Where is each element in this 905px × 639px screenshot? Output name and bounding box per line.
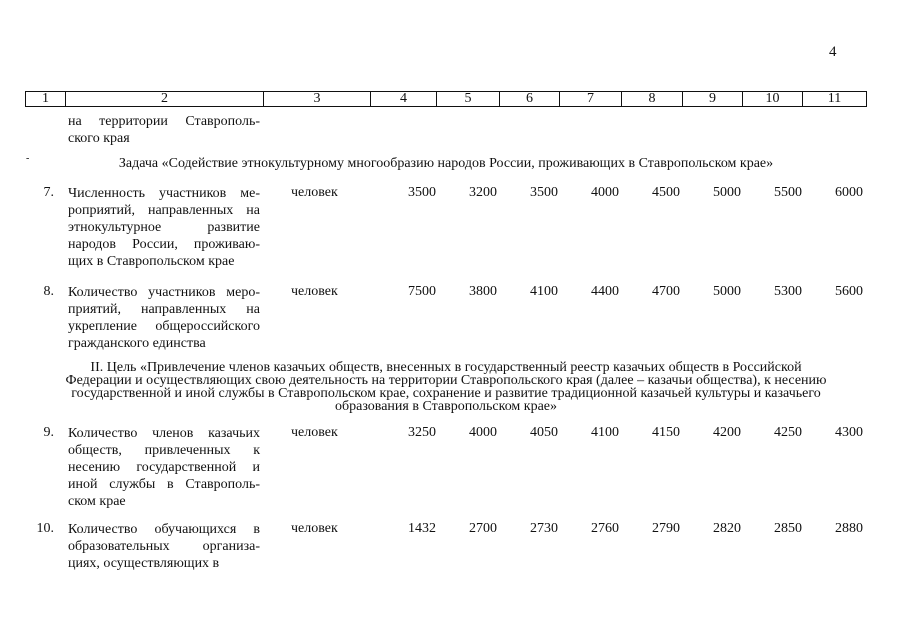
row-description: Количество участников меро-приятий, направленных на укрепление общероссийского гражданского единства: [68, 285, 260, 351]
row-description: Численность участников ме-роприятий, направленных на этнокультурное развитие народов России, проживаю-щих в Ставропольском крае: [68, 186, 260, 269]
row-number: 7.: [43, 185, 54, 200]
header-cell: 7: [560, 92, 622, 106]
row-unit: человек: [291, 284, 338, 299]
value-cell: 4200: [713, 425, 741, 440]
value-cell: 5600: [835, 284, 863, 299]
value-cell: 4500: [652, 185, 680, 200]
header-cell: 10: [743, 92, 803, 106]
value-cell: 2790: [652, 521, 680, 536]
value-cell: 1432: [408, 521, 436, 536]
value-cell: 3500: [530, 185, 558, 200]
margin-mark: -: [26, 153, 30, 164]
value-cell: 2760: [591, 521, 619, 536]
value-cell: 5000: [713, 284, 741, 299]
goal-heading-line: государственной и иной службы в Ставропольском крае, сохранение и развитие традиционной казачьей культуры и казачьего: [71, 386, 821, 401]
value-cell: 5300: [774, 284, 802, 299]
value-cell: 4300: [835, 425, 863, 440]
value-cell: 2730: [530, 521, 558, 536]
header-cell: 5: [437, 92, 500, 106]
goal-heading: [20, 361, 872, 413]
goal-heading-line: образования в Ставропольском крае»: [334, 399, 558, 414]
page-number: 4: [829, 44, 837, 60]
value-cell: 2880: [835, 521, 863, 536]
goal-heading-line: Федерации и осуществляющих свою деятельность на территории Ставропольского края (далее – казачьи общества), к несению: [65, 373, 827, 388]
row-description: Количество обучающихся в образовательных организа-циях, осуществляющих в: [68, 522, 260, 571]
value-cell: 2820: [713, 521, 741, 536]
task-heading: Задача «Содействие этнокультурному многообразию народов России, проживающих в Ставропольском крае»: [118, 156, 774, 171]
header-cell: 2: [66, 92, 264, 106]
value-cell: 3500: [408, 185, 436, 200]
value-cell: 3800: [469, 284, 497, 299]
row-number: 8.: [43, 284, 54, 299]
value-cell: 4100: [591, 425, 619, 440]
value-cell: 3250: [408, 425, 436, 440]
header-cell: 11: [827, 91, 842, 106]
row-number: 9.: [43, 425, 54, 440]
row-unit: человек: [291, 521, 338, 536]
continuation-text: на территории Ставрополь-ского края: [68, 114, 260, 146]
header-cell: 1: [26, 92, 66, 106]
value-cell: 4000: [469, 425, 497, 440]
value-cell: 4100: [530, 284, 558, 299]
value-cell: 4000: [591, 185, 619, 200]
value-cell: 4050: [530, 425, 558, 440]
value-cell: 2700: [469, 521, 497, 536]
value-cell: 5000: [713, 185, 741, 200]
value-cell: 2850: [774, 521, 802, 536]
row-unit: человек: [291, 425, 338, 440]
header-cell: 4: [371, 92, 437, 106]
row-description: Количество членов казачьих обществ, привлеченных к несению государственной и иной службы в Ставрополь-ском крае: [68, 426, 260, 509]
value-cell: 3200: [469, 185, 497, 200]
goal-heading-line: II. Цель «Привлечение членов казачьих обществ, внесенных в государственный реестр казачьих обществ в Российской: [90, 360, 802, 375]
table-header-row: [25, 91, 867, 107]
header-cell: 8: [622, 92, 683, 106]
value-cell: 7500: [408, 284, 436, 299]
value-cell: 4150: [652, 425, 680, 440]
header-cell: 6: [500, 92, 560, 106]
header-cell: 9: [683, 92, 743, 106]
value-cell: 6000: [835, 185, 863, 200]
value-cell: 4700: [652, 284, 680, 299]
header-cell: 3: [264, 92, 371, 106]
row-number: 10.: [36, 521, 54, 536]
row-unit: человек: [291, 185, 338, 200]
value-cell: 4250: [774, 425, 802, 440]
value-cell: 4400: [591, 284, 619, 299]
value-cell: 5500: [774, 185, 802, 200]
